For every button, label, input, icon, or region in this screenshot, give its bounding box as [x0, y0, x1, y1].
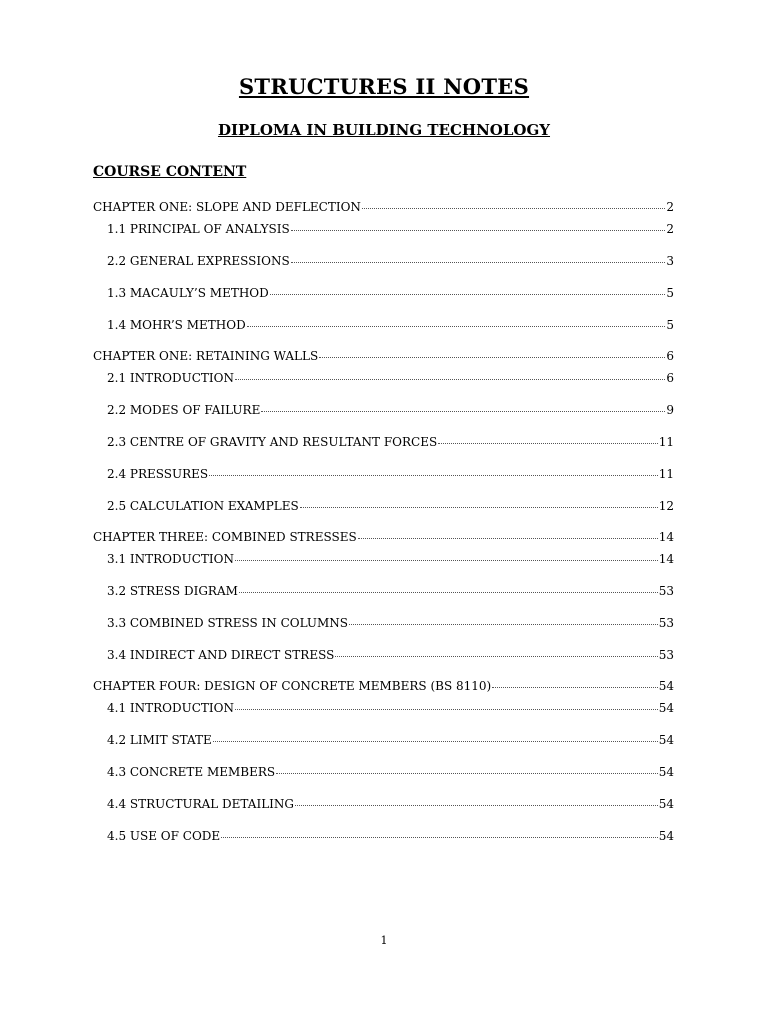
toc-section-entry	[93, 435, 674, 449]
toc-entry-page: 54	[658, 797, 674, 811]
toc-entry-label: 4.5 USE OF CODE	[107, 829, 221, 843]
toc-dot-leader	[213, 741, 658, 742]
toc-entry-page: 53	[658, 648, 674, 662]
toc-chapter-entry	[93, 679, 674, 693]
toc-section-entry	[93, 616, 674, 630]
course-content-heading: COURSE CONTENT	[93, 164, 247, 180]
toc-entry-page: 6	[666, 371, 674, 385]
toc-entry-page: 53	[658, 616, 674, 630]
toc-entry-label: 2.4 PRESSURES	[107, 467, 209, 481]
toc-entry-page: 54	[658, 765, 674, 779]
toc-section-entry	[93, 403, 674, 417]
toc-section-entry	[93, 552, 674, 566]
toc-entry-page: 5	[666, 318, 674, 332]
toc-dot-leader	[235, 379, 665, 380]
toc-dot-leader	[492, 687, 658, 688]
toc-entry-label: 2.2 MODES OF FAILURE	[107, 403, 261, 417]
toc-section-entry	[93, 371, 674, 385]
toc-entry-label: 1.1 PRINCIPAL OF ANALYSIS	[107, 222, 290, 236]
toc-section-entry	[93, 829, 674, 843]
toc-dot-leader	[291, 262, 666, 263]
toc-dot-leader	[362, 208, 665, 209]
toc-dot-leader	[235, 560, 658, 561]
toc-section-entry	[93, 222, 674, 236]
toc-dot-leader	[335, 656, 657, 657]
toc-entry-label: CHAPTER THREE: COMBINED STRESSES	[93, 530, 357, 544]
toc-entry-page: 54	[658, 733, 674, 747]
toc-dot-leader	[295, 805, 658, 806]
toc-chapter-entry	[93, 349, 674, 363]
toc-dot-leader	[276, 773, 658, 774]
page-number: 1	[380, 934, 388, 947]
toc-dot-leader	[209, 475, 658, 476]
toc-entry-label: CHAPTER FOUR: DESIGN OF CONCRETE MEMBERS (BS 8110)	[93, 679, 492, 693]
toc-entry-page: 6	[666, 349, 674, 363]
toc-dot-leader	[239, 592, 658, 593]
toc-entry-label: 3.3 COMBINED STRESS IN COLUMNS	[107, 616, 349, 630]
toc-entry-label: 2.2 GENERAL EXPRESSIONS	[107, 254, 290, 268]
toc-entry-page: 11	[658, 435, 674, 449]
toc-section-entry	[93, 765, 674, 779]
toc-entry-label: 2.1 INTRODUCTION	[107, 371, 235, 385]
toc-section-entry	[93, 254, 674, 268]
toc-entry-page: 2	[666, 222, 674, 236]
toc-dot-leader	[235, 709, 658, 710]
toc-dot-leader	[247, 326, 666, 327]
toc-dot-leader	[438, 443, 658, 444]
toc-entry-page: 5	[666, 286, 674, 300]
toc-entry-label: 1.3 MACAULY’S METHOD	[107, 286, 269, 300]
toc-entry-page: 54	[658, 701, 674, 715]
toc-entry-page: 2	[666, 200, 674, 214]
toc-entry-page: 53	[658, 584, 674, 598]
toc-entry-label: CHAPTER ONE: RETAINING WALLS	[93, 349, 319, 363]
toc-entry-page: 54	[658, 679, 674, 693]
toc-dot-leader	[261, 411, 665, 412]
toc-section-entry	[93, 584, 674, 598]
document-subtitle: DIPLOMA IN BUILDING TECHNOLOGY	[217, 121, 551, 139]
toc-section-entry	[93, 701, 674, 715]
toc-entry-page: 9	[666, 403, 674, 417]
toc-entry-label: 4.4 STRUCTURAL DETAILING	[107, 797, 294, 811]
toc-dot-leader	[349, 624, 658, 625]
toc-entry-label: 2.3 CENTRE OF GRAVITY AND RESULTANT FORCES	[107, 435, 438, 449]
toc-chapter-entry	[93, 200, 674, 214]
toc-section-entry	[93, 648, 674, 662]
toc-entry-label: 2.5 CALCULATION EXAMPLES	[107, 499, 299, 513]
toc-entry-label: 3.4 INDIRECT AND DIRECT STRESS	[107, 648, 335, 662]
toc-entry-page: 12	[658, 499, 674, 513]
toc-dot-leader	[319, 357, 665, 358]
toc-section-entry	[93, 286, 674, 300]
toc-chapter-entry	[93, 530, 674, 544]
toc-section-entry	[93, 318, 674, 332]
toc-dot-leader	[300, 507, 658, 508]
toc-section-entry	[93, 733, 674, 747]
toc-dot-leader	[358, 538, 658, 539]
toc-section-entry	[93, 797, 674, 811]
toc-entry-label: 4.1 INTRODUCTION	[107, 701, 235, 715]
toc-dot-leader	[270, 294, 666, 295]
toc-entry-label: 3.1 INTRODUCTION	[107, 552, 235, 566]
toc-section-entry	[93, 499, 674, 513]
toc-entry-label: CHAPTER ONE: SLOPE AND DEFLECTION	[93, 200, 361, 214]
toc-entry-label: 3.2 STRESS DIGRAM	[107, 584, 238, 598]
toc-entry-label: 1.4 MOHR’S METHOD	[107, 318, 246, 332]
toc-entry-page: 3	[666, 254, 674, 268]
toc-entry-page: 11	[658, 467, 674, 481]
toc-entry-page: 14	[658, 552, 674, 566]
toc-entry-page: 54	[658, 829, 674, 843]
toc-entry-page: 14	[658, 530, 674, 544]
document-title: STRUCTURES II NOTES	[238, 74, 530, 99]
toc-entry-label: 4.2 LIMIT STATE	[107, 733, 212, 747]
toc-section-entry	[93, 467, 674, 481]
toc-entry-label: 4.3 CONCRETE MEMBERS	[107, 765, 276, 779]
toc-dot-leader	[291, 230, 666, 231]
toc-dot-leader	[221, 837, 658, 838]
